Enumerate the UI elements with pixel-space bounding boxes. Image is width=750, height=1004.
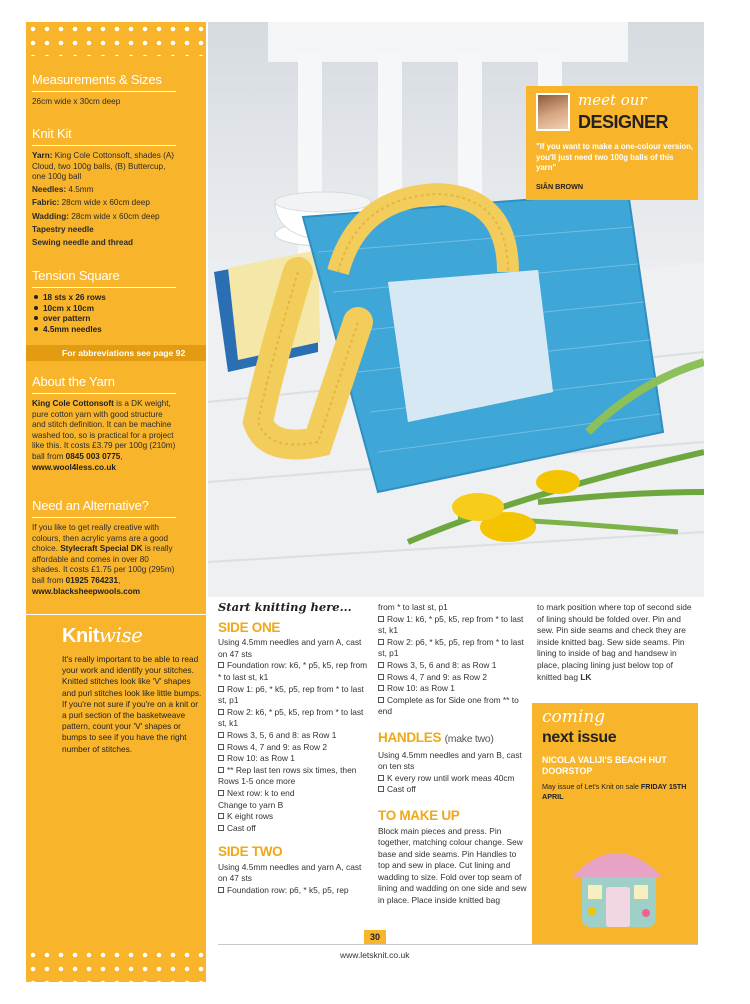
pattern-row-text: Row 2: k6, * p5, k5, rep from * to last st, k1 [218, 706, 364, 729]
knit-kit-heading: Knit Kit [32, 126, 176, 146]
pattern-row-text: Next row: k to end [227, 787, 295, 798]
tension-item [32, 293, 176, 304]
side-one-heading: SIDE ONE [218, 619, 281, 635]
kit-tapestry [32, 223, 176, 236]
footer-divider [218, 944, 698, 945]
knitwise-title [62, 623, 202, 648]
side-one-intro: Using 4.5mm needles and yarn A, cast on 47 sts [218, 637, 362, 659]
checkbox-icon[interactable] [218, 887, 224, 893]
footer-url: www.letsknit.co.uk [340, 950, 410, 960]
checkbox-icon[interactable] [378, 786, 384, 792]
tension-item-text: 4.5mm needles [43, 324, 102, 334]
tension-section [32, 268, 176, 335]
kit-tapestry-text: Tapestry needle [32, 225, 94, 234]
side-two-intro: Using 4.5mm needles and yarn A, cast on 47 sts [218, 861, 362, 884]
designer-title: DESIGNER [578, 112, 669, 132]
pattern-row-text: Row 2: p6, * k5, p5, rep from * to last st, p1 [378, 636, 524, 659]
pattern-row-text: Row 1: p6, * k5, p5, rep from * to last st, p1 [218, 683, 364, 706]
start-knitting-heading: Start knitting here... [218, 600, 352, 614]
tension-item-text: 10cm x 10cm [43, 303, 94, 313]
designer-meet-label: meet our [578, 91, 647, 109]
pattern-row [218, 885, 368, 897]
about-yarn-phone: 0845 003 0775 [65, 451, 121, 461]
kit-wadding-label: Wadding: [32, 211, 69, 221]
pattern-row [378, 660, 528, 672]
signoff-initials: LK [580, 671, 592, 682]
checkbox-icon[interactable] [378, 674, 384, 680]
pattern-row-text: Cast off [227, 822, 256, 833]
handles-subheading: (make two) [444, 732, 494, 745]
tension-item [32, 304, 176, 315]
alternative-phone: 01925 764231 [65, 575, 119, 585]
pattern-row-text: Complete as for Side one from ** to end [378, 694, 519, 717]
about-yarn-text [32, 399, 176, 473]
pattern-row-text: Rows 3, 5, 6 and 8: as Row 1 [227, 729, 337, 740]
checkbox-icon[interactable] [218, 825, 224, 831]
side-two-heading: SIDE TWO [218, 844, 283, 860]
kit-wadding-text: 28cm wide x 60cm deep [71, 211, 160, 221]
pattern-row-text: ** Rep last ten rows six times, then Rows 1-5 once more [218, 764, 357, 787]
tension-heading: Tension Square [32, 268, 176, 288]
checkbox-icon[interactable] [218, 686, 224, 692]
zigzag-top-decoration [26, 22, 206, 56]
alternative-section [32, 498, 176, 597]
pattern-row [218, 684, 368, 707]
handles-heading-text: HANDLES [378, 729, 442, 745]
pattern-row [218, 730, 368, 742]
side-two-foundation-cont: from * to last st, p1 [378, 602, 448, 612]
alternative-heading: Need an Alternative? [32, 498, 176, 518]
handles-intro: Using 4.5mm needles and yarn B, cast on ten sts [378, 749, 522, 772]
about-yarn-body: is a DK weight, pure cotton yarn with good structure and stitch definition. It can be machine washed too, so is practical for a project like this. It costs £3.79 per 100g (210m) ball from [32, 399, 176, 461]
pattern-row [378, 672, 528, 684]
pattern-row [218, 742, 368, 754]
make-up-text-cont-body: to mark position where top of second side of lining should be folded over. Pin and sew. Pin side seams and check they are inside knitted bag. Sew side seams. Pin lining to inside of bag and handsew in place, placing lining just below top of knitted bag [537, 602, 692, 682]
pattern-row [218, 788, 368, 800]
measurements-text: 26cm wide x 30cm deep [32, 97, 121, 106]
make-up-heading: TO MAKE UP [378, 807, 460, 823]
pattern-row [378, 773, 528, 785]
checkbox-icon[interactable] [378, 662, 384, 668]
beach-hut-doorstop-illustration [562, 821, 672, 931]
knitwise-divider [26, 614, 206, 615]
checkbox-icon[interactable] [218, 744, 224, 750]
about-yarn-section [32, 374, 176, 473]
about-yarn-url: www.wool4less.co.uk [32, 462, 116, 472]
pattern-row-text: Rows 4, 7 and 9: as Row 2 [387, 671, 488, 682]
pattern-row [378, 614, 528, 637]
pattern-column-2 [378, 602, 528, 907]
knit-kit-section [32, 126, 176, 250]
kit-fabric [32, 196, 176, 209]
pattern-column-3 [537, 602, 697, 683]
checkbox-icon[interactable] [378, 685, 384, 691]
next-issue-note: May issue of Let's Knit on sale [542, 782, 641, 791]
make-up-text: Block main pieces and press. Pin together, matching colour change. Sew base and side seams. Pin Handles to top and sew in place. Cut lining and wadding to size. Fold over top seam of lining and wadding on one side and sew in place. Place inside knitted bag [378, 825, 527, 906]
next-issue-onsale-date: FRIDAY 15TH APRIL [542, 782, 687, 801]
next-issue-date [542, 782, 692, 801]
meet-our-designer-box [526, 86, 698, 200]
alternative-sep: , [118, 575, 121, 585]
checkbox-icon[interactable] [218, 755, 224, 761]
designer-name: SIÂN BROWN [536, 182, 584, 191]
checkbox-icon[interactable] [378, 775, 384, 781]
alternative-text [32, 523, 176, 597]
checkbox-icon[interactable] [218, 767, 224, 773]
next-issue-title: NICOLA VALIJI'S BEACH HUT DOORSTOP [542, 755, 667, 776]
kit-sewing [32, 236, 176, 249]
coming-next-issue-box [532, 703, 698, 944]
pattern-row [378, 683, 528, 695]
kit-sewing-text: Sewing needle and thread [32, 238, 134, 248]
pattern-row [218, 765, 368, 788]
tension-item [32, 314, 176, 325]
pattern-row [218, 707, 368, 730]
knitwise-text: It's really important to be able to read your work and identify your stitches. Knitted stitches look like 'V' shapes and purl stitches look like little bumps. If you're not sure if you're on a knit or a purl section of the basketweave pattern, count your 'V' shapes or bumps to see if you have the right number of stitches. [62, 654, 202, 754]
coming-label: coming [542, 707, 606, 727]
pattern-row [378, 784, 528, 796]
pattern-row-text: Cast off [387, 784, 416, 795]
pattern-row-text: Row 10: as Row 1 [227, 753, 295, 764]
next-issue-label: next issue [542, 729, 617, 746]
kit-yarn [32, 151, 176, 183]
alternative-brand: Stylecraft Special DK [60, 544, 143, 554]
designer-avatar [536, 93, 570, 131]
pattern-row [378, 695, 528, 718]
knitwise-title-b: wise [98, 623, 143, 647]
pattern-row-text: Foundation row: k6, * p5, k5, rep from * to last st, k1 [218, 660, 368, 682]
tension-item-text: 18 sts x 26 rows [43, 293, 106, 302]
make-up-text-cont [537, 602, 697, 683]
designer-quote: "If you want to make a one-colour version, you'll just need two 100g balls of this yarn" [536, 142, 694, 173]
pattern-row-text: Row 10: as Row 1 [387, 683, 455, 694]
kit-fabric-label: Fabric: [32, 198, 60, 208]
checkbox-icon[interactable] [218, 662, 224, 668]
measurements-section [32, 72, 176, 108]
checkbox-icon[interactable] [218, 813, 224, 819]
zigzag-bottom-decoration [26, 948, 206, 982]
alternative-body-2: is really affordable and comes in over 80 shades. It costs £1.75 per 100g (295m) ball from [32, 544, 175, 585]
tension-item [32, 325, 176, 336]
checkbox-icon[interactable] [378, 616, 384, 622]
kit-needles-text: 4.5mm [68, 184, 94, 194]
measurements-heading: Measurements & Sizes [32, 72, 176, 92]
pattern-column-1 [218, 602, 368, 897]
pattern-row [218, 660, 368, 683]
pattern-row [218, 823, 368, 835]
checkbox-icon[interactable] [218, 732, 224, 738]
pattern-row-text: Rows 3, 5, 6 and 8: as Row 1 [387, 659, 497, 670]
pattern-row-text: K eight rows [227, 811, 274, 822]
pattern-row-text: Rows 4, 7 and 9: as Row 2 [227, 741, 328, 752]
kit-yarn-text: King Cole Cottonsoft, shades (A) Cloud, two 100g balls, (B) Buttercup, one 100g ball [32, 151, 175, 182]
knitwise-box [62, 623, 202, 755]
about-yarn-sep: , [120, 451, 123, 461]
alternative-body: If you like to get really creative with colours, then acrylic yarns are a good choice. [32, 523, 169, 554]
page-number: 30 [364, 930, 386, 944]
checkbox-icon[interactable] [378, 639, 384, 645]
tension-item-text: over pattern [43, 314, 91, 324]
pattern-row [218, 753, 368, 765]
change-yarn: Change to yarn B [218, 799, 284, 810]
kit-wadding [32, 210, 176, 223]
handles-heading [378, 729, 528, 746]
kit-yarn-label: Yarn: [32, 151, 53, 160]
pattern-row [218, 811, 368, 823]
kit-needles-label: Needles: [32, 184, 67, 194]
checkbox-icon[interactable] [218, 790, 224, 796]
about-yarn-brand: King Cole Cottonsoft [32, 399, 114, 408]
checkbox-icon[interactable] [218, 709, 224, 715]
kit-fabric-text: 28cm wide x 60cm deep [61, 198, 150, 208]
abbreviations-banner: For abbreviations see page 92 [26, 345, 206, 361]
pattern-row-text: Row 1: k6, * p5, k5, rep from * to last st, k1 [378, 613, 524, 636]
pattern-row [378, 637, 528, 660]
about-yarn-heading: About the Yarn [32, 374, 176, 394]
pattern-row-text: K every row until work meas 40cm [387, 772, 515, 783]
kit-needles [32, 183, 176, 196]
alternative-url: www.blacksheepwools.com [32, 586, 140, 596]
pattern-row-text: Foundation row: p6, * k5, p5, rep [227, 885, 349, 896]
checkbox-icon[interactable] [378, 697, 384, 703]
knitwise-title-a: Knit [62, 625, 99, 647]
